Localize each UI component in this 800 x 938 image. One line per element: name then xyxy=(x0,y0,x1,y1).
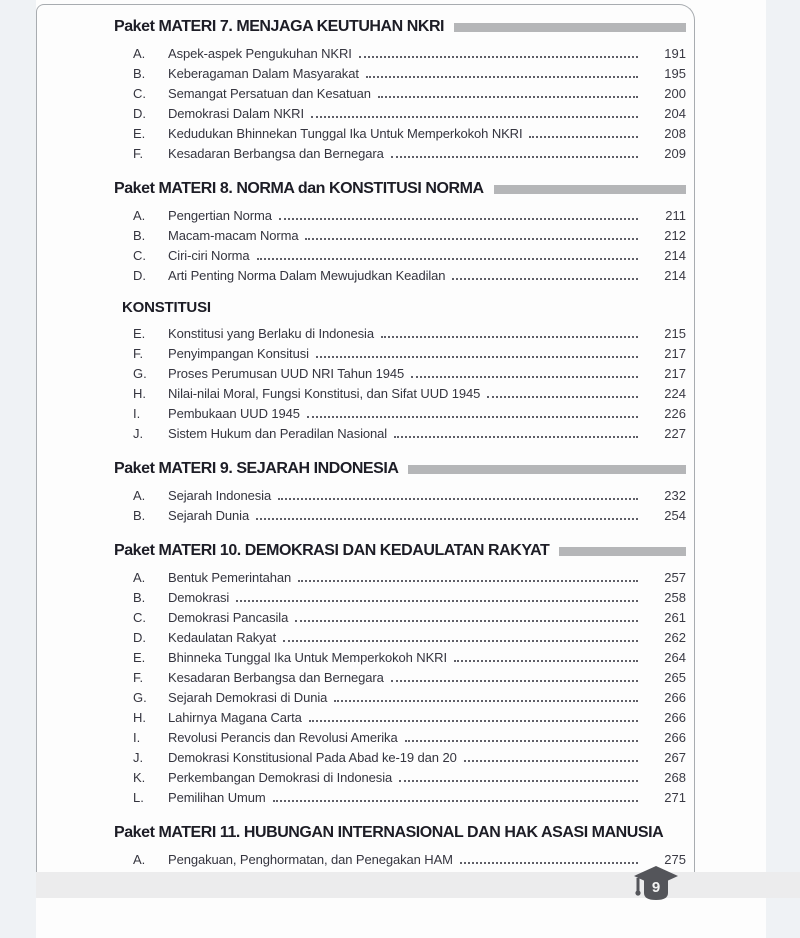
item-letter: F. xyxy=(133,146,144,161)
item-letter: B. xyxy=(133,66,146,81)
item-letter: A. xyxy=(133,208,146,223)
item-letter: E. xyxy=(133,650,146,665)
toc-item xyxy=(114,84,686,104)
dotted-leader xyxy=(257,246,638,260)
item-page-number: 266 xyxy=(664,710,686,725)
section-items xyxy=(114,568,686,808)
dotted-leader xyxy=(295,608,638,622)
section-heading xyxy=(114,294,686,320)
item-letter: A. xyxy=(133,488,146,503)
toc-item xyxy=(114,506,686,526)
toc-item xyxy=(114,608,686,628)
item-page-number: 227 xyxy=(664,426,686,441)
toc-item xyxy=(114,688,686,708)
dotted-leader xyxy=(378,84,638,98)
section-title: Paket MATERI 9. SEJARAH INDONESIA xyxy=(114,460,399,477)
item-letter: F. xyxy=(133,670,144,685)
item-page-number: 224 xyxy=(664,386,686,401)
dotted-leader xyxy=(316,344,638,358)
item-page-number: 266 xyxy=(664,730,686,745)
item-letter: K. xyxy=(133,770,146,785)
toc-section xyxy=(114,456,686,526)
toc-item xyxy=(114,648,686,668)
item-page-number: 265 xyxy=(664,670,686,685)
toc-item xyxy=(114,324,686,344)
toc-section xyxy=(114,14,686,164)
section-heading xyxy=(114,14,686,40)
item-page-number: 264 xyxy=(664,650,686,665)
dotted-leader xyxy=(283,628,638,642)
item-page-number: 271 xyxy=(664,790,686,805)
page-number-badge xyxy=(630,865,682,905)
item-title: Sistem Hukum dan Peradilan Nasional xyxy=(168,426,388,441)
toc-item xyxy=(114,788,686,808)
item-title: Pengertian Norma xyxy=(168,208,272,223)
dotted-leader xyxy=(391,144,638,158)
item-letter: F. xyxy=(133,346,144,361)
item-page-number: 254 xyxy=(664,508,686,523)
toc-section xyxy=(114,294,686,444)
dotted-leader xyxy=(256,506,638,520)
section-title: Paket MATERI 10. DEMOKRASI DAN KEDAULATAN RAKYAT xyxy=(114,542,550,559)
item-letter: D. xyxy=(133,106,146,121)
section-title: Paket MATERI 8. NORMA dan KONSTITUSI NORMA xyxy=(114,180,484,197)
item-title: Konstitusi yang Berlaku di Indonesia xyxy=(168,326,374,341)
item-title: Lahirnya Magana Carta xyxy=(168,710,302,725)
item-title: Pemilihan Umum xyxy=(168,790,266,805)
scan-margin-left xyxy=(0,0,36,938)
dotted-leader xyxy=(334,688,638,702)
item-title: Sejarah Demokrasi di Dunia xyxy=(168,690,328,705)
item-letter: D. xyxy=(133,268,146,283)
item-page-number: 212 xyxy=(664,228,686,243)
item-page-number: 268 xyxy=(664,770,686,785)
item-page-number: 261 xyxy=(664,610,686,625)
item-title: Kedaulatan Rakyat xyxy=(168,630,277,645)
heading-accent-bar xyxy=(408,465,686,474)
item-title: Demokrasi Pancasila xyxy=(168,610,289,625)
item-letter: J. xyxy=(133,426,144,441)
toc-item xyxy=(114,424,686,444)
page-number: 9 xyxy=(651,879,661,896)
item-page-number: 262 xyxy=(664,630,686,645)
footer-band xyxy=(36,872,800,898)
table-of-contents xyxy=(114,14,686,890)
dotted-leader xyxy=(278,486,638,500)
toc-item xyxy=(114,588,686,608)
dotted-leader xyxy=(366,64,638,78)
dotted-leader xyxy=(381,324,638,338)
item-page-number: 204 xyxy=(664,106,686,121)
toc-item xyxy=(114,486,686,506)
item-letter: B. xyxy=(133,508,146,523)
section-items xyxy=(114,206,686,286)
dotted-leader xyxy=(411,364,638,378)
section-heading xyxy=(114,176,686,202)
dotted-leader xyxy=(273,788,638,802)
item-page-number: 226 xyxy=(664,406,686,421)
item-page-number: 217 xyxy=(664,346,686,361)
dotted-leader xyxy=(454,648,638,662)
item-title: Pengakuan, Penghormatan, dan Penegakan HAM xyxy=(168,852,453,867)
item-page-number: 217 xyxy=(664,366,686,381)
toc-item xyxy=(114,364,686,384)
heading-accent-bar xyxy=(559,547,686,556)
item-letter: G. xyxy=(133,366,147,381)
toc-item xyxy=(114,668,686,688)
toc-item xyxy=(114,628,686,648)
section-heading xyxy=(114,538,686,564)
item-letter: C. xyxy=(133,610,146,625)
item-page-number: 211 xyxy=(665,208,686,223)
item-letter: G. xyxy=(133,690,147,705)
toc-section xyxy=(114,538,686,808)
item-letter: A. xyxy=(133,852,146,867)
item-letter: C. xyxy=(133,86,146,101)
graduation-cap-icon xyxy=(630,865,682,905)
toc-item xyxy=(114,206,686,226)
item-title: Bentuk Pemerintahan xyxy=(168,570,292,585)
toc-item xyxy=(114,246,686,266)
toc-item xyxy=(114,708,686,728)
dotted-leader xyxy=(279,206,638,220)
item-title: Keberagaman Dalam Masyarakat xyxy=(168,66,359,81)
item-letter: C. xyxy=(133,248,146,263)
dotted-leader xyxy=(529,124,638,138)
dotted-leader xyxy=(487,384,638,398)
heading-accent-bar xyxy=(454,23,686,32)
item-page-number: 232 xyxy=(664,488,686,503)
dotted-leader xyxy=(405,728,638,742)
toc-item xyxy=(114,850,686,870)
item-page-number: 267 xyxy=(664,750,686,765)
item-title: Demokrasi Dalam NKRI xyxy=(168,106,304,121)
item-page-number: 258 xyxy=(664,590,686,605)
section-items xyxy=(114,44,686,164)
item-page-number: 195 xyxy=(664,66,686,81)
dotted-leader xyxy=(464,748,638,762)
toc-item xyxy=(114,344,686,364)
item-title: Ciri-ciri Norma xyxy=(168,248,250,263)
toc-item xyxy=(114,384,686,404)
item-title: Pembukaan UUD 1945 xyxy=(168,406,300,421)
dotted-leader xyxy=(298,568,638,582)
item-letter: I. xyxy=(133,406,141,421)
toc-item xyxy=(114,728,686,748)
item-title: Kesadaran Berbangsa dan Bernegara xyxy=(168,670,384,685)
item-letter: E. xyxy=(133,326,146,341)
dotted-leader xyxy=(391,668,638,682)
toc-item xyxy=(114,64,686,84)
toc-item xyxy=(114,404,686,424)
toc-section xyxy=(114,176,686,286)
item-title: Revolusi Perancis dan Revolusi Amerika xyxy=(168,730,398,745)
item-letter: D. xyxy=(133,630,146,645)
item-title: Kedudukan Bhinnekan Tunggal Ika Untuk Memperkokoh NKRI xyxy=(168,126,523,141)
item-letter: L. xyxy=(133,790,144,805)
section-title: Paket MATERI 7. MENJAGA KEUTUHAN NKRI xyxy=(114,18,445,35)
item-title: Sejarah Dunia xyxy=(168,508,250,523)
toc-item xyxy=(114,124,686,144)
item-letter: E. xyxy=(133,126,146,141)
toc-item xyxy=(114,768,686,788)
toc-item xyxy=(114,226,686,246)
item-page-number: 209 xyxy=(664,146,686,161)
toc-item xyxy=(114,266,686,286)
item-title: Demokrasi xyxy=(168,590,230,605)
scan-margin-right xyxy=(766,0,800,938)
item-title: Penyimpangan Konsitusi xyxy=(168,346,309,361)
item-title: Perkembangan Demokrasi di Indonesia xyxy=(168,770,393,785)
item-page-number: 191 xyxy=(664,46,686,61)
toc-item xyxy=(114,44,686,64)
section-heading xyxy=(114,820,686,846)
toc-item xyxy=(114,748,686,768)
dotted-leader xyxy=(460,850,638,864)
item-letter: J. xyxy=(133,750,144,765)
item-title: Sejarah Indonesia xyxy=(168,488,272,503)
dotted-leader xyxy=(394,424,638,438)
dotted-leader xyxy=(452,266,638,280)
item-letter: B. xyxy=(133,228,146,243)
dotted-leader xyxy=(309,708,638,722)
item-page-number: 214 xyxy=(664,268,686,283)
item-title: Aspek-aspek Pengukuhan NKRI xyxy=(168,46,352,61)
item-page-number: 215 xyxy=(664,326,686,341)
item-title: Macam-macam Norma xyxy=(168,228,299,243)
item-page-number: 275 xyxy=(664,852,686,867)
item-page-number: 266 xyxy=(664,690,686,705)
item-title: Arti Penting Norma Dalam Mewujudkan Keadilan xyxy=(168,268,446,283)
dotted-leader xyxy=(399,768,638,782)
item-letter: H. xyxy=(133,386,146,401)
item-letter: H. xyxy=(133,710,146,725)
item-title: Nilai-nilai Moral, Fungsi Konstitusi, dan Sifat UUD 1945 xyxy=(168,386,481,401)
item-title: Demokrasi Konstitusional Pada Abad ke-19 dan 20 xyxy=(168,750,457,765)
section-items xyxy=(114,324,686,444)
item-letter: A. xyxy=(133,570,146,585)
section-items xyxy=(114,486,686,526)
dotted-leader xyxy=(305,226,638,240)
item-title: Proses Perumusan UUD NRI Tahun 1945 xyxy=(168,366,405,381)
item-page-number: 257 xyxy=(664,570,686,585)
heading-accent-bar xyxy=(494,185,686,194)
item-letter: A. xyxy=(133,46,146,61)
dotted-leader xyxy=(311,104,638,118)
item-page-number: 200 xyxy=(664,86,686,101)
item-letter: B. xyxy=(133,590,146,605)
toc-item xyxy=(114,104,686,124)
toc-item xyxy=(114,568,686,588)
item-letter: I. xyxy=(133,730,141,745)
section-title: KONSTITUSI xyxy=(122,298,211,316)
dotted-leader xyxy=(236,588,638,602)
toc-item xyxy=(114,144,686,164)
item-title: Kesadaran Berbangsa dan Bernegara xyxy=(168,146,384,161)
item-page-number: 214 xyxy=(664,248,686,263)
item-page-number: 208 xyxy=(664,126,686,141)
dotted-leader xyxy=(307,404,638,418)
dotted-leader xyxy=(359,44,638,58)
item-title: Semangat Persatuan dan Kesatuan xyxy=(168,86,371,101)
section-heading xyxy=(114,456,686,482)
item-title: Bhinneka Tunggal Ika Untuk Memperkokoh NKRI xyxy=(168,650,447,665)
section-title: Paket MATERI 11. HUBUNGAN INTERNASIONAL DAN HAK ASASI MANUSIA xyxy=(114,824,664,841)
